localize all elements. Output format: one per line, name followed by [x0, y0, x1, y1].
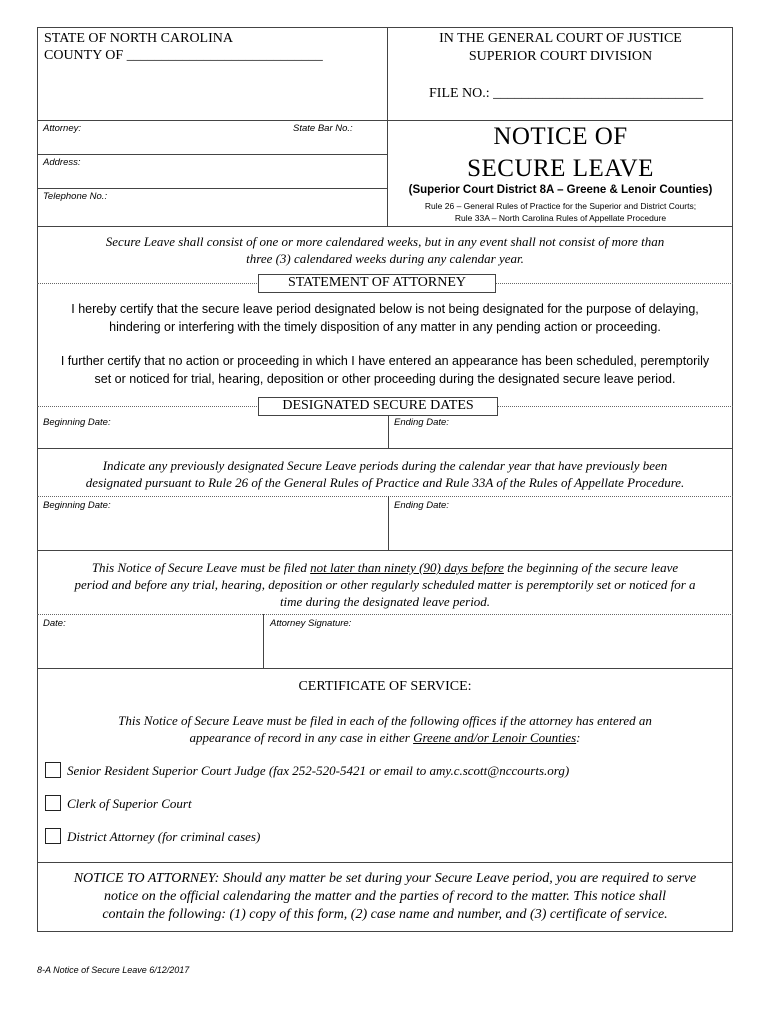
designated-ending-date[interactable]: Ending Date:	[394, 417, 449, 428]
option-senior-judge: Senior Resident Superior Court Judge (fax 252-520-5421 or email to amy.c.scott@nccourts.org)	[67, 763, 570, 778]
certificate-line-1: This Notice of Secure Leave must be filed in each of the following offices if the attorney has entered an	[118, 713, 652, 728]
intro-top-rule	[37, 226, 733, 227]
filing-line-1	[37, 559, 733, 576]
option-district-attorney: District Attorney (for criminal cases)	[67, 829, 261, 844]
previous-line-1: Indicate any previously designated Secure Leave periods during the calendar year that have previously been	[102, 458, 668, 473]
checkbox-senior-judge[interactable]	[45, 762, 61, 778]
signature-bottom-rule	[37, 668, 733, 669]
previous-bottom-rule	[37, 550, 733, 551]
statement-heading: STATEMENT OF ATTORNEY	[258, 274, 496, 293]
title-line-2: SECURE LEAVE	[467, 155, 654, 182]
filing-dotted-rule	[37, 614, 733, 615]
statement-paragraph-1	[37, 300, 733, 336]
intro-text	[37, 233, 733, 267]
statement-p2-line-1: I further certify that no action or proceeding in which I have entered an appearance has been scheduled, peremptorily	[60, 354, 710, 368]
filing-text	[37, 559, 733, 610]
title-line-1: NOTICE OF	[493, 123, 628, 150]
notice-line-1: NOTICE TO ATTORNEY: Should any matter be set during your Secure Leave period, you are required to serve	[73, 871, 697, 886]
certificate-text	[37, 712, 733, 746]
county-line[interactable]: COUNTY OF ____________________________	[44, 48, 323, 63]
file-number-field[interactable]: FILE NO.: ______________________________	[429, 86, 704, 101]
telephone-label[interactable]: Telephone No.:	[43, 191, 108, 202]
previous-dotted-rule	[37, 496, 733, 497]
state-line: STATE OF NORTH CAROLINA	[44, 31, 233, 46]
notice-top-rule	[37, 862, 733, 863]
filing-line-1-start: This Notice of Secure Leave must be filed	[91, 560, 311, 575]
notice-to-attorney	[37, 870, 733, 924]
date-field[interactable]: Date:	[43, 618, 66, 629]
intro-line-2: three (3) calendared weeks during any calendar year.	[246, 251, 524, 266]
notice-line-2: notice on the official calendaring the matter and the parties of record to the matter. This notice shall	[103, 889, 666, 904]
certificate-line-2-end: :	[576, 730, 581, 745]
court-line-1: IN THE GENERAL COURT OF JUSTICE	[439, 31, 682, 46]
designated-bottom-rule	[37, 448, 733, 449]
district-line: (Superior Court District 8A – Greene & Lenoir Counties)	[408, 184, 713, 196]
filing-deadline: not later than ninety (90) days before	[310, 560, 504, 575]
filing-line-2: period and before any trial, hearing, deposition or other regularly scheduled matter is peremptorily set or noticed for a	[74, 577, 696, 592]
option-clerk: Clerk of Superior Court	[67, 796, 192, 811]
intro-line-1: Secure Leave shall consist of one or more calendared weeks, but in any event shall not consist of more than	[105, 234, 665, 249]
certificate-line-2-start: appearance of record in any case in either	[189, 730, 414, 745]
state-county-block	[44, 30, 323, 64]
previous-beginning-date[interactable]: Beginning Date:	[43, 500, 111, 511]
court-line-2: SUPERIOR COURT DIVISION	[468, 49, 653, 64]
designated-heading: DESIGNATED SECURE DATES	[258, 397, 498, 416]
previous-divider	[388, 496, 389, 550]
form-title	[388, 121, 733, 185]
previous-periods-text	[37, 457, 733, 491]
certificate-line-2	[37, 729, 733, 746]
attorney-label[interactable]: Attorney:	[43, 123, 82, 134]
attorney-signature-field[interactable]: Attorney Signature:	[270, 618, 352, 629]
notice-line-3: contain the following: (1) copy of this form, (2) case name and number, and (3) certificate of service.	[102, 907, 668, 922]
form-footer: 8-A Notice of Secure Leave 6/12/2017	[37, 965, 190, 975]
attorney-rule	[37, 154, 387, 155]
filing-line-3: time during the designated leave period.	[279, 594, 491, 609]
rule-citations	[388, 200, 733, 224]
filing-line-1-end: the beginning of the secure leave	[503, 560, 679, 575]
state-bar-label[interactable]: State Bar No.:	[293, 123, 353, 134]
rule-26-line: Rule 26 – General Rules of Practice for the Superior and District Courts;	[424, 201, 697, 211]
court-block	[388, 30, 733, 66]
statement-p2-line-2: set or noticed for trial, hearing, deposition or other proceeding during the designated secure leave period.	[94, 372, 676, 386]
signature-divider	[263, 614, 264, 668]
rule-33a-line: Rule 33A – North Carolina Rules of Appellate Procedure	[454, 213, 667, 223]
address-rule	[37, 188, 387, 189]
statement-p1-line-2: hindering or interfering with the timely disposition of any matter in any pending action or proceeding.	[109, 320, 661, 334]
checkbox-clerk[interactable]	[45, 795, 61, 811]
certificate-heading: CERTIFICATE OF SERVICE:	[298, 679, 472, 694]
counties-underlined: Greene and/or Lenoir Counties	[413, 730, 577, 745]
previous-ending-date[interactable]: Ending Date:	[394, 500, 449, 511]
statement-paragraph-2	[37, 352, 733, 388]
checkbox-district-attorney[interactable]	[45, 828, 61, 844]
designated-divider	[388, 416, 389, 448]
address-label[interactable]: Address:	[43, 157, 81, 168]
previous-line-2: designated pursuant to Rule 26 of the General Rules of Practice and Rule 33A of the Rules of Appellate Procedure.	[85, 475, 685, 490]
statement-p1-line-1: I hereby certify that the secure leave period designated below is not being designated for the purpose of delaying,	[71, 302, 699, 316]
designated-beginning-date[interactable]: Beginning Date:	[43, 417, 111, 428]
